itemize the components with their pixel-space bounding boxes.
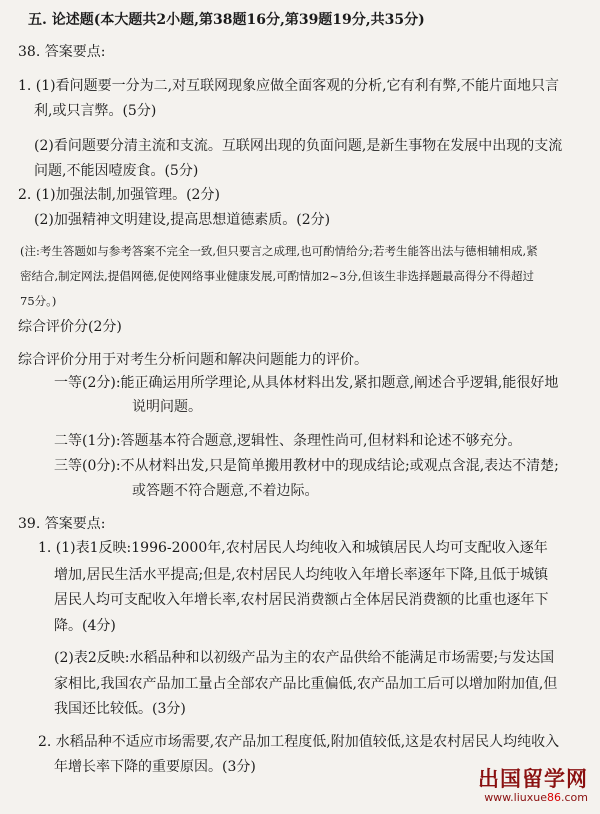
site-watermark [478, 767, 588, 804]
q38-note-line1: (注:考生答题如与参考答案不完全一致,但只要言之成理,也可酌情给分;若考生能答出法与德相辅相成,紧 [20, 244, 538, 258]
q38-heading: 38. 答案要点: [18, 44, 106, 60]
q38-point3: 2. (1)加强法制,加强管理。(2分) [18, 187, 220, 203]
q39-answer3-line2: 年增长率下降的重要原因。(3分) [54, 759, 256, 775]
watermark-url-prefix: www.liuxue [484, 791, 547, 804]
q39-answer2-line2: 家相比,我国农产品加工量占全部农产品比重偏低,农产品加工后可以增加附加值,但 [54, 676, 558, 692]
grade3-line2: 或答题不符合题意,不着边际。 [132, 483, 319, 499]
watermark-url-highlight: 86 [547, 791, 561, 804]
watermark-title: 出国留学网 [478, 767, 588, 791]
q38-point4: (2)加强精神文明建设,提高思想道德素质。(2分) [34, 212, 331, 228]
watermark-url-suffix: .com [561, 791, 588, 804]
overall-score-heading: 综合评价分(2分) [18, 319, 122, 335]
grade2: 二等(1分):答题基本符合题意,逻辑性、条理性尚可,但材料和论述不够充分。 [54, 433, 522, 449]
q39-answer2-line1: (2)表2反映:水稻品种和以初级产品为主的农产品供给不能满足市场需要;与发达国 [54, 650, 555, 666]
q38-point2-line2: 问题,不能因噎废食。(5分) [34, 163, 199, 179]
overall-score-desc: 综合评价分用于对考生分析问题和解决问题能力的评价。 [18, 352, 368, 368]
q38-note-line2: 密结合,制定网法,提倡网德,促使网络事业健康发展,可酌情加2~3分,但该生非选择题最高得分不得超过 [20, 269, 535, 283]
grade1-line2: 说明问题。 [132, 399, 202, 415]
q39-answer1-line4: 降。(4分) [54, 618, 116, 634]
q39-answer1-line1: 1. (1)表1反映:1996-2000年,农村居民人均纯收入和城镇居民人均可支配收入逐年 [38, 540, 548, 556]
q38-point1-line1: 1. (1)看问题要一分为二,对互联网现象应做全面客观的分析,它有利有弊,不能片面地只言 [18, 78, 559, 94]
q39-answer3-line1: 2. 水稻品种不适应市场需要,农产品加工程度低,附加值较低,这是农村居民人均纯收入 [38, 734, 560, 750]
q39-answer1-line2: 增加,居民生活水平提高;但是,农村居民人均纯收入年增长率逐年下降,且低于城镇 [54, 567, 549, 583]
q39-answer1-line3: 居民人均可支配收入年增长率,农村居民消费额占全体居民消费额的比重也逐年下 [54, 592, 549, 608]
q38-point1-line2: 利,或只言弊。(5分) [34, 103, 157, 119]
q39-heading: 39. 答案要点: [18, 516, 106, 532]
q39-answer2-line3: 我国还比较低。(3分) [54, 701, 186, 717]
q38-note-line3: 75分。) [20, 294, 57, 308]
section-heading: 五. 论述题(本大题共2小题,第38题16分,第39题19分,共35分) [28, 12, 425, 28]
watermark-url [478, 791, 588, 804]
grade3-line1: 三等(0分):不从材料出发,只是简单搬用教材中的现成结论;或观点含混,表达不清楚; [54, 458, 559, 474]
q38-point2-line1: (2)看问题要分清主流和支流。互联网出现的负面问题,是新生事物在发展中出现的支流 [34, 138, 563, 154]
grade1-line1: 一等(2分):能正确运用所学理论,从具体材料出发,紧扣题意,阐述合乎逻辑,能很好地 [54, 375, 559, 391]
